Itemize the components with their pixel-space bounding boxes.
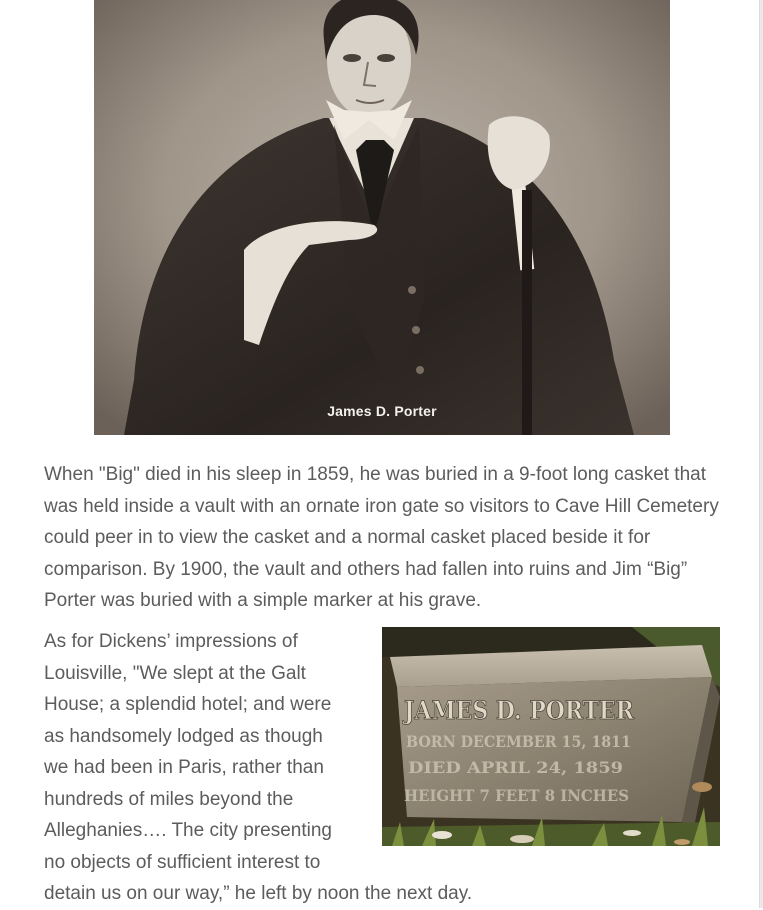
- marker-inscription-line-4: HEIGHT 7 FEET 8 INCHES: [404, 786, 629, 805]
- article-paragraph-2: [44, 626, 364, 878]
- article-paragraph-2-line: no objects of sufficient interest to: [44, 851, 321, 873]
- marker-inscription-line-2: BORN DECEMBER 15, 1811: [406, 732, 631, 751]
- article-paragraph-2-line: Alleghanies…. The city presenting: [44, 820, 332, 841]
- article-paragraph-2-line: As for Dickens’ impressions of: [44, 631, 298, 652]
- article-paragraph-2-line: House; a splendid hotel; and were: [44, 694, 332, 715]
- article-paragraph-2-tail: detain us on our way,” he left by noon the next day.: [44, 883, 473, 904]
- scrollbar-edge[interactable]: [759, 0, 763, 908]
- grave-marker-photo: [382, 627, 720, 846]
- article-paragraph-2-line: hundreds of miles beyond the: [44, 788, 294, 810]
- portrait-caption: James D. Porter: [327, 403, 437, 419]
- portrait-image: [94, 0, 670, 435]
- marker-inscription-line-3: DIED APRIL 24, 1859: [408, 758, 623, 777]
- article-paragraph-1: When "Big" died in his sleep in 1859, he was buried in a 9-foot long casket that was held inside a vault with an ornate iron gate so visitors to Cave Hill Cemetery could peer in to view the casket and a normal casket placed beside it for comparison. By 1900, the vault and others had fallen into ruins and Jim “Big” Porter was buried with a simple marker at his grave.: [44, 464, 719, 611]
- portrait-illustration: [94, 0, 670, 435]
- marker-inscription-line-1: JAMES D. PORTER: [402, 696, 635, 725]
- grave-marker-image: [382, 627, 720, 846]
- article-paragraph-2-line: as handsomely lodged as though: [44, 725, 323, 747]
- article-paragraph-2-line: we had been in Paris, rather than: [44, 757, 324, 778]
- article-paragraph-2-line: Louisville, "We slept at the Galt: [44, 662, 306, 684]
